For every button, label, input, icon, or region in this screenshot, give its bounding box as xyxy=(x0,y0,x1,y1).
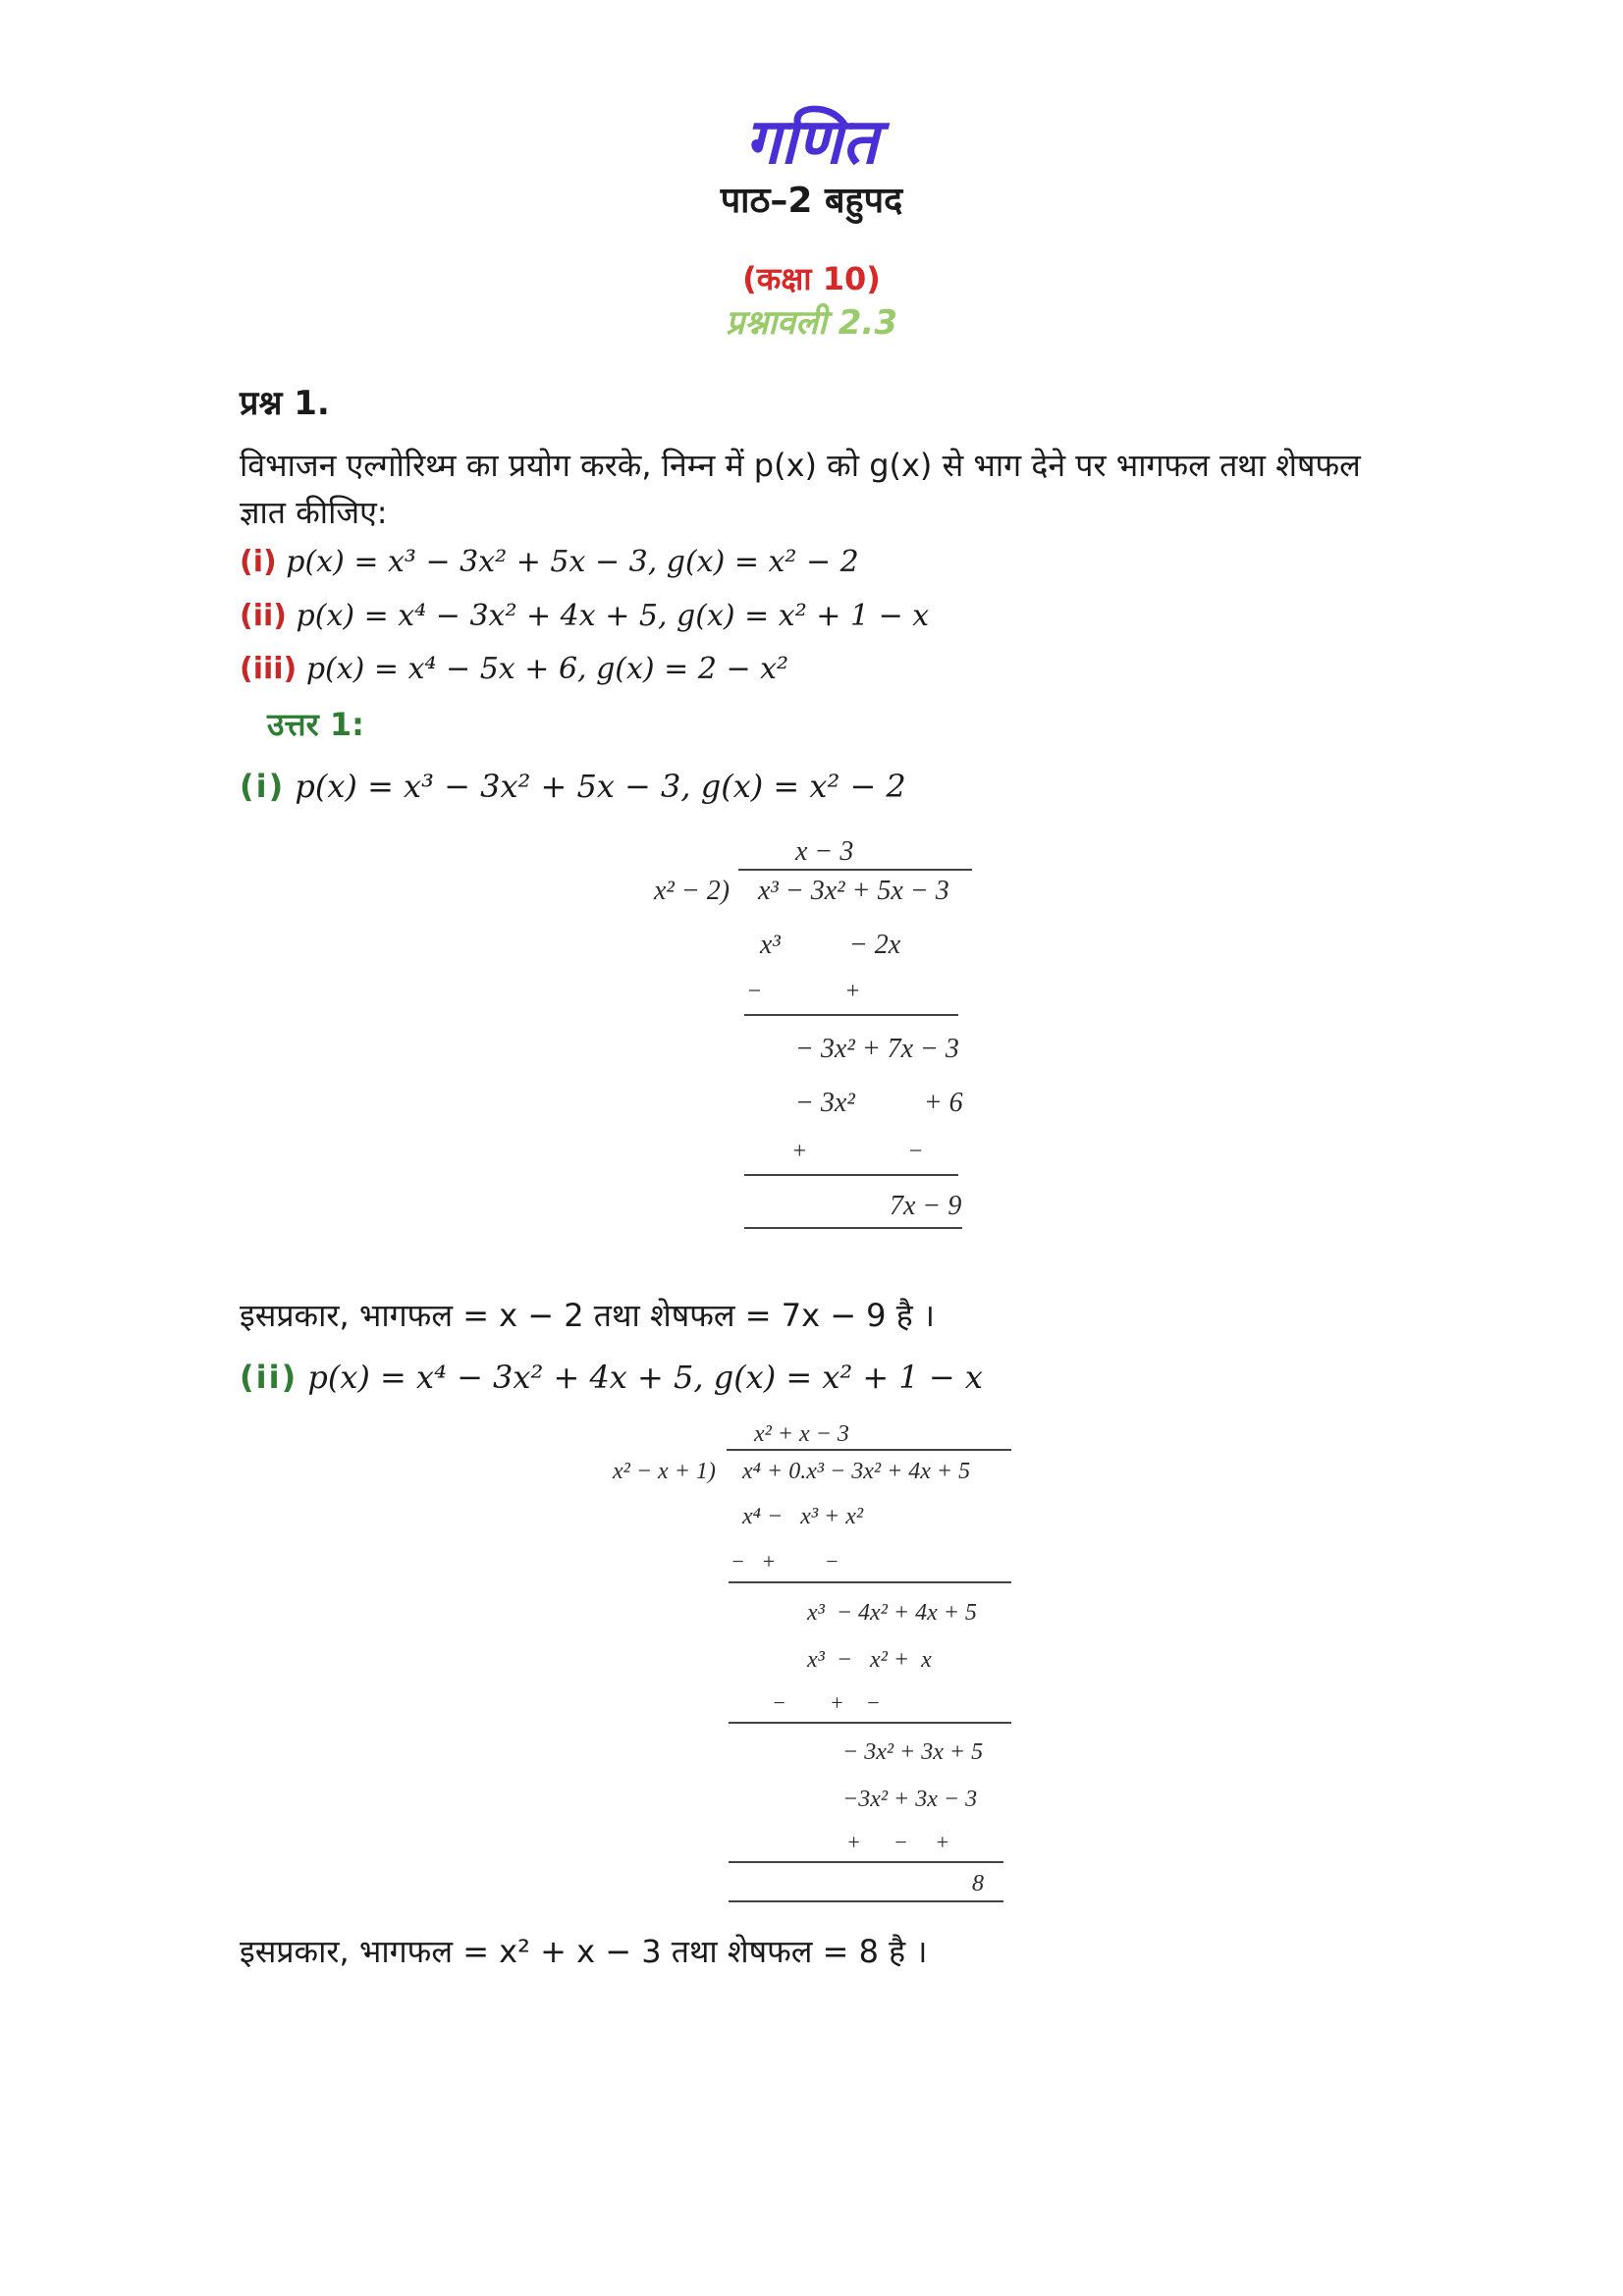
answer-part-i-heading xyxy=(240,768,906,805)
answer-label: उत्तर 1: xyxy=(267,706,364,743)
division-bar xyxy=(738,869,972,871)
answer-part-expression: p(x) = x³ − 3x² + 5x − 3, g(x) = x² − 2 xyxy=(295,768,906,805)
question-text xyxy=(240,442,1447,536)
conclusion-ii: इसप्रकार, भागफल = x² + x − 3 तथा शेषफल = 8 है । xyxy=(240,1933,928,1970)
remainder: 7x − 9 xyxy=(890,1191,962,1221)
step-rule xyxy=(729,1581,1011,1583)
step-rule xyxy=(744,1014,958,1016)
answer-part-label: (i) xyxy=(240,768,286,805)
quotient: x − 3 xyxy=(795,836,854,867)
step-row: x³ − x² + x xyxy=(807,1647,932,1673)
part-label: (iii) xyxy=(240,652,298,686)
part-expression: p(x) = x⁴ − 5x + 6, g(x) = 2 − x² xyxy=(305,652,789,686)
step-signs: − + − xyxy=(772,1690,881,1715)
step-row: x³ − 4x² + 4x + 5 xyxy=(807,1600,977,1626)
question-text-line1: विभाजन एल्गोरिथ्म का प्रयोग करके, निम्न में p(x) को g(x) से भाग देने पर भागफल तथा शेषफल xyxy=(240,447,1361,484)
step-row: x³ − 2x xyxy=(760,930,901,960)
dividend: x³ − 3x² + 5x − 3 xyxy=(758,876,949,906)
divisor: x² − 2) xyxy=(654,876,730,906)
step-rule xyxy=(744,1227,962,1229)
question-label: प्रश्न 1. xyxy=(240,384,330,423)
step-signs: + − + xyxy=(846,1830,950,1854)
chapter-heading: पाठ–2 बहुपद xyxy=(720,181,903,221)
remainder: 8 xyxy=(972,1871,984,1896)
step-row: x⁴ − x³ + x² xyxy=(742,1504,864,1529)
step-row: −3x² + 3x − 3 xyxy=(842,1787,978,1812)
class-label: (कक्षा 10) xyxy=(742,260,881,297)
question-part-i xyxy=(240,545,859,579)
step-signs: − + xyxy=(746,979,861,1004)
division-bar xyxy=(727,1449,1011,1451)
part-label: (i) xyxy=(240,545,277,579)
question-part-ii xyxy=(240,599,929,633)
step-row: − 3x² + 6 xyxy=(795,1088,963,1118)
question-text-line2: ज्ञात कीजिए: xyxy=(240,494,388,531)
divisor: x² − x + 1) xyxy=(613,1459,716,1484)
question-part-iii xyxy=(240,652,788,686)
answer-part-label: (ii) xyxy=(240,1359,298,1396)
part-label: (ii) xyxy=(240,599,287,633)
step-rule xyxy=(729,1722,1011,1724)
part-expression: p(x) = x³ − 3x² + 5x − 3, g(x) = x² − 2 xyxy=(286,545,859,579)
quotient: x² + x − 3 xyxy=(754,1421,849,1447)
answer-part-ii-heading xyxy=(240,1359,983,1396)
page-title: गणित xyxy=(744,105,879,179)
step-signs: + − xyxy=(791,1139,924,1164)
step-rule xyxy=(729,1861,1003,1863)
step-row: − 3x² + 7x − 3 xyxy=(795,1034,959,1064)
step-row: − 3x² + 3x + 5 xyxy=(842,1739,984,1765)
part-expression: p(x) = x⁴ − 3x² + 4x + 5, g(x) = x² + 1 − x xyxy=(296,599,930,633)
answer-part-expression: p(x) = x⁴ − 3x² + 4x + 5, g(x) = x² + 1 − x xyxy=(307,1359,983,1396)
step-signs: − + − xyxy=(730,1549,839,1574)
step-rule xyxy=(729,1900,1003,1902)
dividend: x⁴ + 0.x³ − 3x² + 4x + 5 xyxy=(742,1459,971,1484)
step-rule xyxy=(744,1174,958,1176)
conclusion-i: इसप्रकार, भागफल = x − 2 तथा शेषफल = 7x − 9 है । xyxy=(240,1297,936,1334)
exercise-label: प्रश्नावली 2.3 xyxy=(725,303,898,343)
